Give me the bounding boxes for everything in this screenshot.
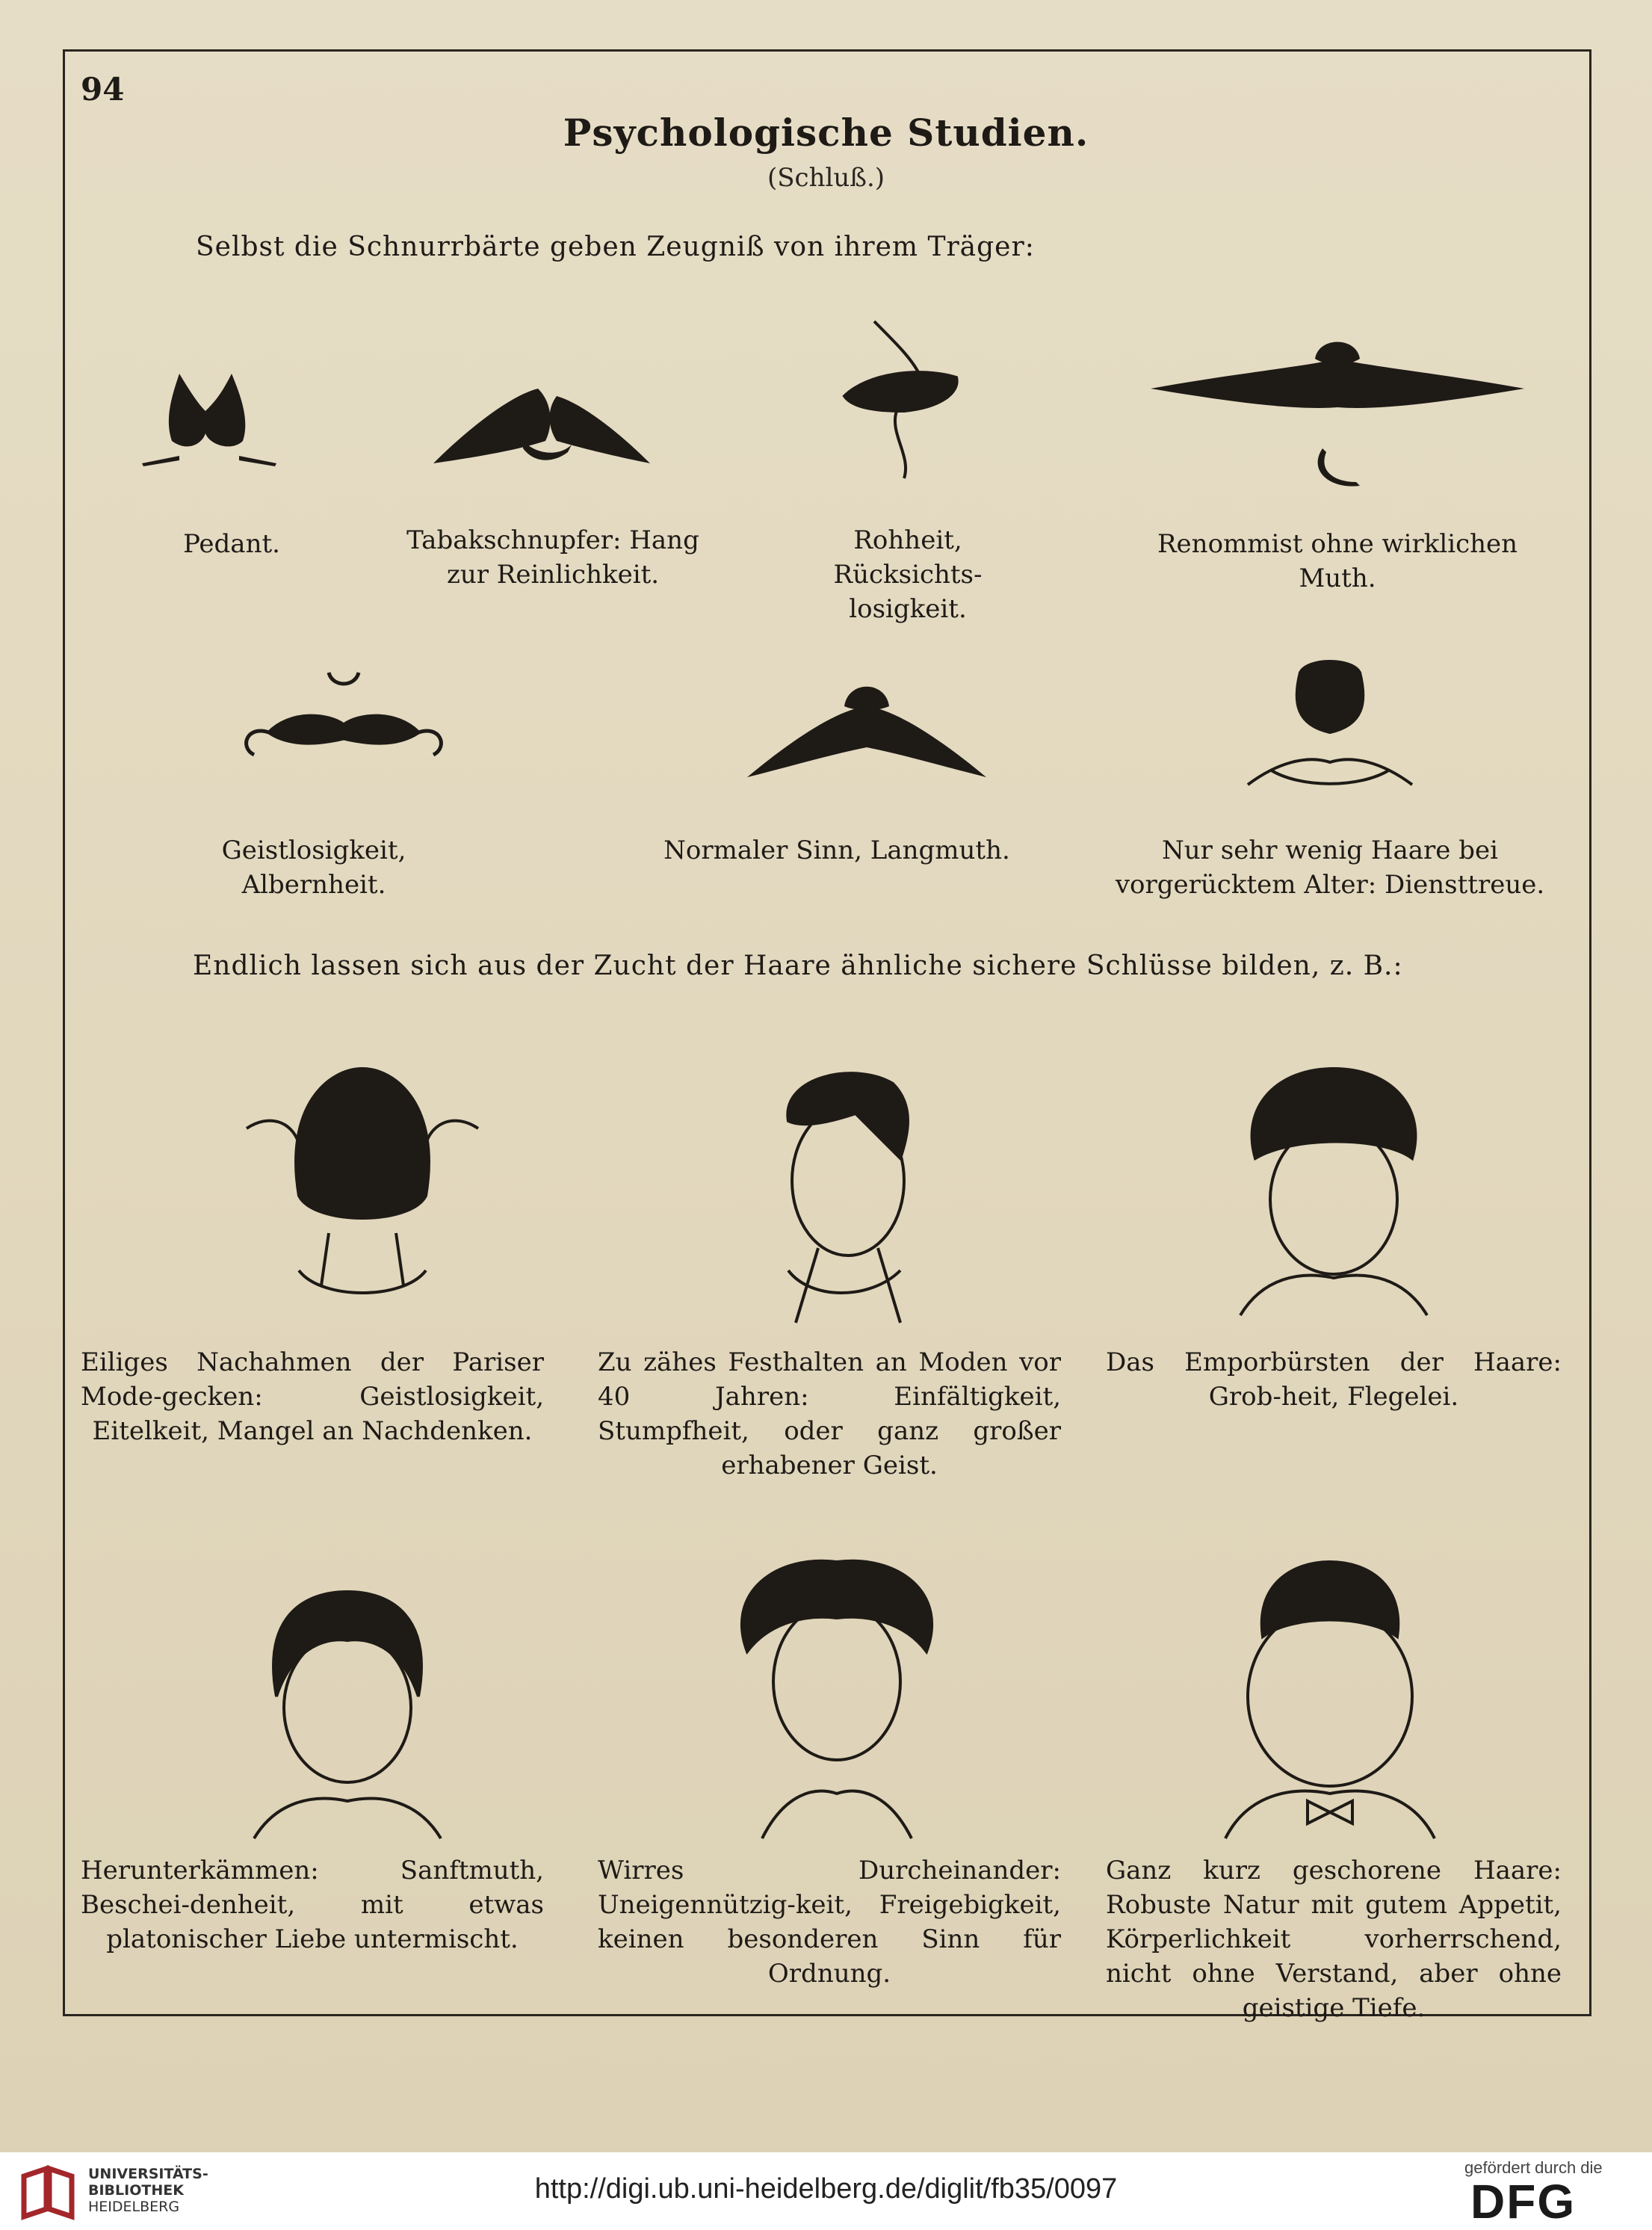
mustache-rohheit-illustration bbox=[829, 306, 979, 486]
caption-renommist: Renommist ohne wirklichen Muth. bbox=[1157, 529, 1518, 593]
library-name-line2: BIBLIOTHEK bbox=[88, 2182, 184, 2199]
caption-paris: Eiliges Nachahmen der Pariser Mode-gecken: Geistlosigkeit, Eitelkeit, Mangel an Nachdenken. bbox=[81, 1347, 544, 1446]
intro-hair: Endlich lassen sich aus der Zucht der Haare ähnliche sichere Schlüsse bilden, z. B.: bbox=[193, 951, 1403, 981]
permalink-url[interactable]: http://digi.ub.uni-heidelberg.de/diglit/fb35/0097 bbox=[534, 2173, 1118, 2205]
head-emporbuersten-illustration bbox=[1210, 1061, 1457, 1330]
caption-pedant: Pedant. bbox=[183, 529, 280, 559]
mustache-renommist-illustration bbox=[1143, 329, 1532, 501]
mustache-pedant-illustration bbox=[134, 351, 284, 478]
head-festhalten-illustration bbox=[743, 1061, 938, 1330]
head-kurz-illustration bbox=[1203, 1554, 1457, 1846]
caption-tabak: Tabakschnupfer: Hang zur Reinlichkeit. bbox=[406, 525, 699, 590]
head-parisian-illustration bbox=[239, 1061, 486, 1330]
mustache-tabak-illustration bbox=[418, 351, 665, 478]
caption-emporbuersten: Das Emporbürsten der Haare: Grob-heit, Flegelei. bbox=[1106, 1347, 1562, 1412]
viewer-footer bbox=[0, 2152, 1652, 2230]
caption-rohheit: Rohheit, Rücksichts-losigkeit. bbox=[833, 525, 983, 624]
caption-wirres: Wirres Durcheinander: Uneigennützig-keit, Freigebigkeit, keinen besonderen Sinn für Ordnung. bbox=[598, 1856, 1061, 1989]
caption-geistlos: Geistlosigkeit, Albernheit. bbox=[221, 836, 406, 900]
mustache-geistlos-illustration bbox=[224, 650, 463, 785]
caption-wenig: Nur sehr wenig Haare bei vorgerücktem Alter: Diensttreue. bbox=[1115, 836, 1545, 900]
mustache-normal-illustration bbox=[732, 665, 1001, 792]
caption-herunter: Herunterkämmen: Sanftmuth, Beschei-denheit, mit etwas platonischer Liebe untermischt. bbox=[81, 1856, 544, 1954]
page-title: Psychologische Studien. bbox=[563, 111, 1089, 155]
library-name-line3: HEIDELBERG bbox=[88, 2199, 180, 2215]
caption-normal: Normaler Sinn, Langmuth. bbox=[663, 836, 1010, 865]
page-subtitle: (Schluß.) bbox=[767, 163, 885, 193]
caption-kurz: Ganz kurz geschorene Haare: Robuste Natur mit gutem Appetit, Körperlichkeit vorherrschend, nicht ohne Verstand, aber ohne geistige Tiefe. bbox=[1106, 1856, 1562, 2023]
page-number: 94 bbox=[81, 71, 125, 108]
dfg-logo[interactable]: DFG bbox=[1470, 2175, 1577, 2229]
head-herunter-illustration bbox=[224, 1577, 471, 1846]
caption-festhalten: Zu zähes Festhalten an Moden vor 40 Jahren: Einfältigkeit, Stumpfheit, oder ganz großer erhabener Geist. bbox=[598, 1347, 1061, 1480]
library-name-line1: UNIVERSITÄTS- bbox=[88, 2166, 208, 2182]
funding-label: gefördert durch die bbox=[1464, 2158, 1603, 2177]
head-wirres-illustration bbox=[717, 1547, 956, 1846]
mustache-wenig-illustration bbox=[1225, 658, 1435, 807]
intro-mustaches: Selbst die Schnurrbärte geben Zeugniß von ihrem Träger: bbox=[196, 232, 1035, 262]
